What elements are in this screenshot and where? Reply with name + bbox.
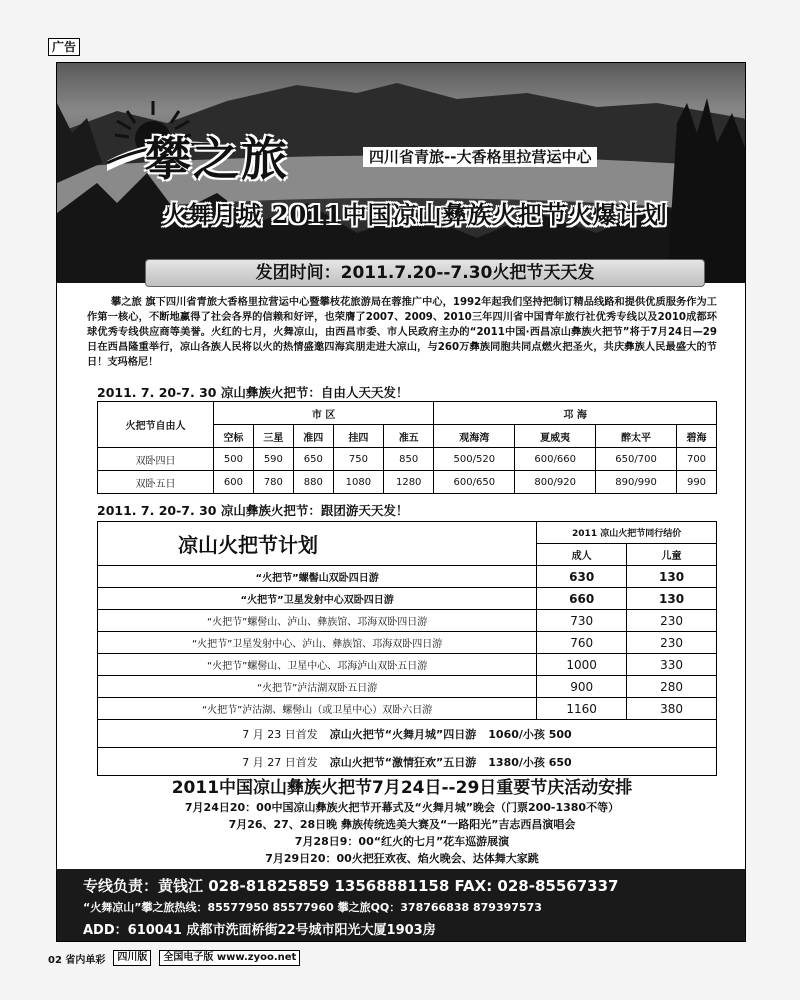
table-row [98,448,717,471]
row-header: 火把节自由人 [98,402,214,448]
price-cell: 780 [253,471,293,494]
free-tour-column-header: 醉太平 [596,425,677,448]
child-price: 280 [627,676,717,698]
tour-name: “火把节”卫星发射中心、泸山、彝族馆、邛海双卧四日游 [98,632,537,654]
special-name: 凉山火把节“激情狂欢”五日游 [329,755,477,769]
special-row [98,748,717,776]
contact-block [57,869,746,942]
site-link[interactable]: 全国电子版 www.zyoo.net [159,950,300,966]
price-cell: 600 [213,471,253,494]
free-tour-column-header: 三星 [253,425,293,448]
event-line: 7月26、27、28日晚 彝族传统选美大赛及“一路阳光”吉志西昌演唱会 [228,818,576,831]
free-tour-column-header: 空标 [213,425,253,448]
price-cell: 650/700 [596,448,677,471]
table-row [98,654,717,676]
tour-name: “火把节”卫星发射中心双卧四日游 [98,588,537,610]
tour-name: “火把节”螺髻山双卧四日游 [98,566,537,588]
special-cell [98,720,717,748]
table-row [98,471,717,494]
price-cell: 880 [293,471,333,494]
event-line: 7月29日20：00火把狂欢夜、焰火晚会、达体舞大家跳 [265,852,539,865]
special-date: 7 月 23 日首发 [242,727,318,741]
adult-price: 730 [537,610,627,632]
group-tour-table [97,521,717,776]
plan-title: 凉山火把节计划 [98,522,537,566]
table-row [98,566,717,588]
group-city: 市 区 [213,402,433,425]
adult-price: 760 [537,632,627,654]
ad-frame [56,62,746,942]
child-header: 儿童 [627,544,717,566]
contact-phone: 专线负责：黄钱江 028-81825859 13568881158 FAX: 028-85567337 [83,877,619,895]
tour-name: “火把节”泸沽湖、螺髻山（或卫星中心）双卧六日游 [98,698,537,720]
tour-name: “火把节”泸沽湖双卧五日游 [98,676,537,698]
adult-price: 660 [537,588,627,610]
event-line: 7月28日9：00“红火的七月”花车巡游展演 [294,835,510,848]
price-cell: 500/520 [434,448,515,471]
free-tour-title: 2011. 7. 20-7. 30 凉山彝族火把节：自由人天天发！ [97,385,409,400]
free-tour-column-header: 碧海 [677,425,717,448]
table-row [98,610,717,632]
page-number: 02 省内单彩 [48,954,106,966]
price-header: 2011 凉山火把节同行结价 [537,522,717,544]
adult-price: 630 [537,566,627,588]
contact-hotline: “火舞凉山”攀之旅热线：85577950 85577960 攀之旅QQ：378766838 879397573 [83,901,542,914]
page-footer [48,950,300,966]
price-cell: 1080 [333,471,383,494]
adult-header: 成人 [537,544,627,566]
adult-price: 1000 [537,654,627,676]
child-price: 380 [627,698,717,720]
special-price: 1060/小孩 500 [488,727,572,741]
adult-price: 900 [537,676,627,698]
hero-photo [57,63,746,283]
group-tour-title: 2011. 7. 20-7. 30 凉山彝族火把节：跟团游天天发！ [97,503,409,518]
special-name: 凉山火把节“火舞月城”四日游 [329,727,477,741]
free-tour-column-header: 夏威夷 [515,425,596,448]
events-title: 2011中国凉山彝族火把节7月24日--29日重要节庆活动安排 [171,778,633,798]
price-cell: 750 [333,448,383,471]
child-price: 230 [627,632,717,654]
row-name: 双卧五日 [98,471,214,494]
departure-banner: 发团时间：2011.7.20--7.30火把节天天发 [145,259,705,287]
ad-tag: 广告 [48,38,80,56]
table-row [98,632,717,654]
table-row [98,588,717,610]
price-cell: 600/660 [515,448,596,471]
child-price: 330 [627,654,717,676]
special-date: 7 月 27 日首发 [242,755,318,769]
table-row [98,698,717,720]
free-tour-column-header: 挂四 [333,425,383,448]
price-cell: 600/650 [434,471,515,494]
price-cell: 650 [293,448,333,471]
price-cell: 800/920 [515,471,596,494]
table-row [98,676,717,698]
price-cell: 700 [677,448,717,471]
tour-name: “火把节”螺髻山、泸山、彝族馆、邛海双卧四日游 [98,610,537,632]
headline: 火舞月城 2011中国凉山彝族火把节火爆计划 [162,200,668,229]
child-price: 130 [627,588,717,610]
price-cell: 990 [677,471,717,494]
tour-name: “火把节”螺髻山、卫星中心、邛海泸山双卧五日游 [98,654,537,676]
intro-paragraph: 攀之旅 旗下四川省青旅大香格里拉营运中心暨攀枝花旅游局在蓉推广中心，1992年起我们坚持把制订精品线路和提供优质服务作为工作第一核心，不断地赢得了社会各界的信赖和好评，也荣膺了2007、2009、2010三年四川省中国青年旅行社优秀专线以及2010成都环球优秀专线供应商等美誉。火红的七月，火舞凉山，由西昌市委、市人民政府主办的“2011中国·西昌凉山彝族火把节”将于7月24日—29日在西昌隆重举行，凉山各族人民将以火的热情盛邀四海宾朋走进大凉山，与260万彝族同胞共同点燃火把圣火，共庆彝族人民最盛大的节日！支玛格尼！ [87,297,717,368]
special-row [98,720,717,748]
price-cell: 1280 [384,471,434,494]
adult-price: 1160 [537,698,627,720]
child-price: 230 [627,610,717,632]
free-tour-table [97,401,717,494]
free-tour-column-header: 准四 [293,425,333,448]
free-tour-column-header: 准五 [384,425,434,448]
group-qionghai: 邛 海 [434,402,717,425]
brand-logo-text: 攀之旅 [145,132,289,186]
contact-address: ADD：610041 成都市洗面桥街22号城市阳光大厦1903房 [83,923,436,938]
edition-label: 四川版 [113,950,151,966]
row-name: 双卧四日 [98,448,214,471]
child-price: 130 [627,566,717,588]
price-cell: 500 [213,448,253,471]
price-cell: 590 [253,448,293,471]
price-cell: 850 [384,448,434,471]
sub-brand: 四川省青旅--大香格里拉营运中心 [363,147,597,167]
special-cell [98,748,717,776]
free-tour-column-header: 观海湾 [434,425,515,448]
price-cell: 890/990 [596,471,677,494]
special-price: 1380/小孩 650 [488,755,572,769]
event-line: 7月24日20：00中国凉山彝族火把节开幕式及“火舞月城”晚会（门票200-1380不等） [184,801,620,814]
